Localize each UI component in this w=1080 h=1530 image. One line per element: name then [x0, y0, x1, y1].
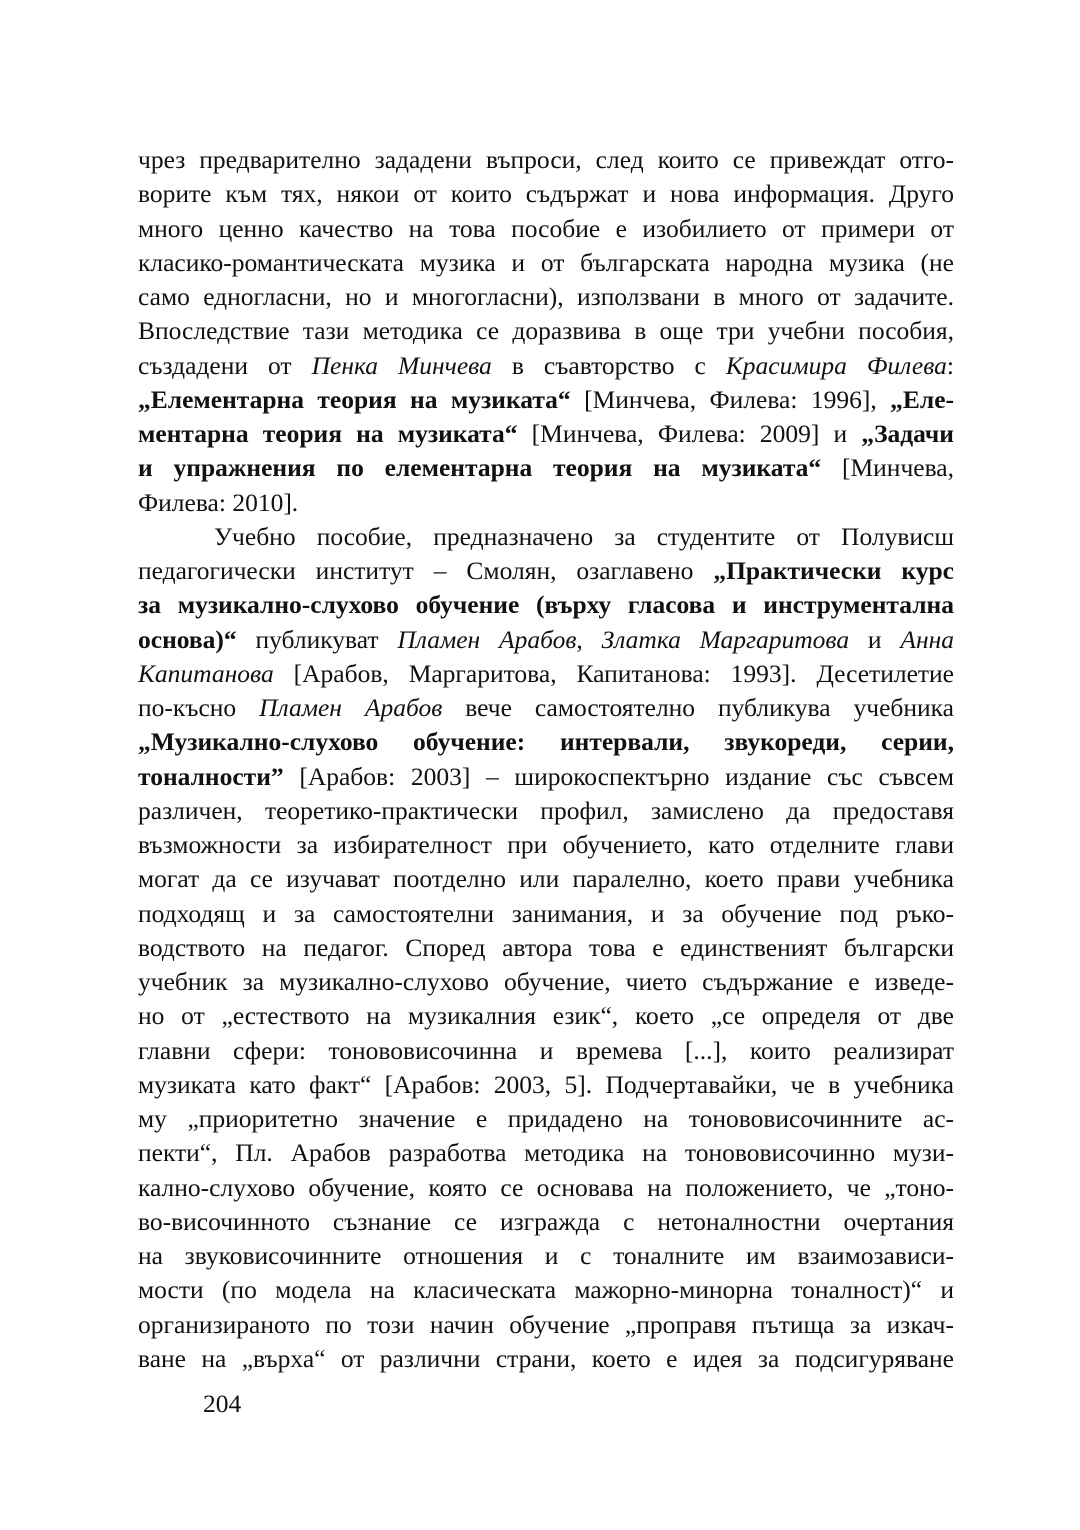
text-segment: Филева: 2010]. — [138, 487, 299, 517]
text-line — [138, 1171, 954, 1205]
bold-title-text: „Практически курс — [713, 556, 954, 585]
text-segment: и — [849, 624, 901, 654]
bold-title-text: и упражнения по елементарна теория на музиката“ — [138, 453, 822, 483]
italic-author-name: Капитанова — [138, 658, 274, 688]
bold-title-text: ментарна теория на музиката“ — [138, 419, 518, 448]
text-line — [138, 314, 954, 348]
text-line — [138, 280, 954, 314]
text-line — [138, 1034, 954, 1068]
text-segment: мости (по модела на класическата мажорно-минорна тоналност)“ и — [138, 1275, 954, 1305]
italic-author-name: Красимира Филева — [725, 350, 947, 380]
text-segment: [Арабов, Маргаритова, Капитанова: 1993]. Десетилетие — [273, 658, 954, 688]
text-line — [138, 143, 954, 177]
text-segment: различен, теоретико-практически профил, замислено да предоставя — [138, 795, 954, 825]
text-line — [138, 1068, 954, 1102]
text-segment: по-късно — [138, 693, 260, 722]
text-line — [138, 451, 954, 485]
text-segment: могат да се изучават поотделно или паралелно, което прави учебника — [138, 864, 954, 894]
text-line — [138, 588, 954, 622]
text-line — [138, 828, 954, 862]
text-line — [138, 1136, 954, 1170]
text-line — [138, 1239, 954, 1273]
text-segment: учебник за музикално-слухово обучение, чието съдържание е изведе- — [138, 967, 954, 996]
text-segment: [Минчева, — [821, 453, 954, 483]
text-line — [138, 1308, 954, 1342]
text-line — [138, 725, 954, 759]
text-line — [138, 246, 954, 280]
text-segment: създадени от — [138, 350, 312, 380]
text-line — [138, 349, 954, 383]
text-line — [138, 1205, 954, 1239]
text-segment: главни сфери: тонововисочинна и времева [...], които реализират — [138, 1035, 954, 1065]
bold-title-text: „Елементарна теория на музиката“ — [138, 384, 571, 414]
text-line-paragraph-end — [138, 486, 954, 520]
body-text — [138, 143, 954, 1376]
text-segment: ване на „върха“ от различни страни, което е идея за подсигуряване — [138, 1343, 954, 1373]
text-segment: во-височинното съзнание се изгражда с нетоналностни очертания — [138, 1206, 954, 1236]
text-line — [138, 760, 954, 794]
text-line — [138, 554, 954, 588]
text-line — [138, 1273, 954, 1307]
text-segment: [Минчева, Филева: 1996], — [570, 384, 891, 414]
bold-title-text: основа)“ — [138, 624, 237, 654]
text-line — [138, 417, 954, 451]
text-line — [138, 999, 954, 1033]
page-number: 204 — [203, 1389, 242, 1418]
bold-title-text: „Задачи — [861, 419, 954, 448]
text-segment: вече самостоятелно публикува учебника — [442, 693, 954, 722]
text-segment: [Арабов: 2003] – широкоспектърно издание със съвсем — [283, 761, 954, 791]
text-segment: Впоследствие тази методика се доразвива в още три учебни пособия, — [138, 316, 954, 346]
text-line — [138, 1102, 954, 1136]
text-segment: , — [576, 624, 602, 654]
text-line — [138, 383, 954, 417]
text-segment: на звуковисочинните отношения и с тоналните им взаимозависи- — [138, 1241, 954, 1270]
text-segment: ворите към тях, някои от които съдържат и нова информация. Друго — [138, 179, 954, 209]
italic-author-name: Пенка Минчева — [311, 350, 492, 380]
text-line — [138, 931, 954, 965]
text-line — [138, 862, 954, 896]
text-segment: много ценно качество на това пособие е изобилието от примери от — [138, 213, 954, 243]
text-segment: но от „естеството на музикалния език“, което „се определя от две — [138, 1001, 954, 1031]
italic-author-name: Пламен Арабов — [397, 624, 577, 654]
text-line — [138, 897, 954, 931]
text-segment: музиката като факт“ [Арабов: 2003, 5]. Подчертавайки, че в учебника — [138, 1069, 954, 1099]
bold-title-text: тоналности” — [138, 761, 284, 791]
text-segment: класико-романтическата музика и от българската народна музика (не — [138, 247, 954, 277]
text-segment: водството на педагог. Според автора това е единственият български — [138, 932, 954, 962]
text-segment: : — [946, 350, 954, 380]
text-segment: кално-слухово обучение, която се основава на положението, че „тоно- — [138, 1172, 954, 1202]
text-line — [138, 657, 954, 691]
text-segment: чрез предварително зададени въпроси, след които се привеждат отго- — [138, 145, 954, 174]
text-segment: Учебно пособие, предназначено за студентите от Полувисш — [214, 521, 954, 551]
text-segment: му „приоритетно значение е придадено на тонововисочинните ас- — [138, 1104, 954, 1133]
italic-author-name: Пламен Арабов — [259, 693, 443, 722]
italic-author-name: Златка Маргаритова — [601, 624, 850, 654]
bold-title-text: за музикално-слухово обучение (върху гласова и инструментална — [138, 590, 954, 620]
text-segment: пекти“, Пл. Арабов разработва методика на тонововисочинно музи- — [138, 1138, 954, 1168]
text-segment: [Минчева, Филева: 2009] и — [517, 419, 862, 448]
text-segment: възможности за избирателност при обучението, като отделните глави — [138, 830, 954, 859]
text-line — [138, 177, 954, 211]
text-line — [138, 1342, 954, 1376]
text-line — [138, 212, 954, 246]
bold-title-text: „Еле- — [890, 384, 954, 414]
text-line — [138, 691, 954, 725]
text-line-paragraph-start — [138, 520, 954, 554]
text-segment: в съавторство с — [491, 350, 726, 380]
text-segment: организираното по този начин обучение „проправя пътища за изкач- — [138, 1309, 954, 1339]
bold-title-text: „Музикално-слухово обучение: интервали, звукореди, серии, — [138, 727, 954, 757]
text-line — [138, 965, 954, 999]
text-segment: педагогически институт – Смолян, озаглавено — [138, 556, 714, 585]
text-line — [138, 623, 954, 657]
text-segment: само едногласни, но и многогласни), използвани в много от задачите. — [138, 282, 954, 311]
text-segment: публикуват — [236, 624, 398, 654]
italic-author-name: Анна — [900, 624, 955, 654]
text-line — [138, 794, 954, 828]
text-segment: подходящ и за самостоятелни занимания, и за обучение под ръко- — [138, 898, 954, 928]
